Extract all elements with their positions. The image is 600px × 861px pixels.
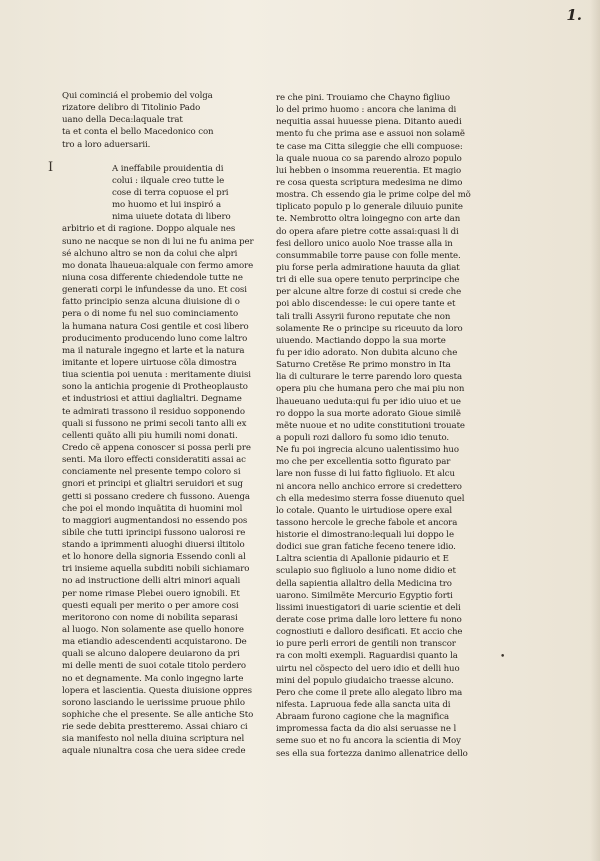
- text-line: historie el dimostrano:lequali lui doppo le: [276, 530, 454, 541]
- text-line: per alcune altre forze di costui si crede che: [276, 287, 462, 298]
- text-line: a populi rozi dalloro fu somo idio tenuto.: [276, 432, 450, 443]
- text-line: meritorono con nome di nobilita separasi: [62, 612, 238, 623]
- text-line: nima uiuete dotata di libero: [112, 212, 231, 223]
- text-line: derate cose prima dalle loro lettere fu nono: [276, 615, 462, 626]
- right-column-text: [276, 92, 490, 760]
- text-line: ta et conta el bello Macedonico con: [62, 127, 214, 138]
- text-line: rizatore delibro di Titolinio Pado: [62, 103, 201, 114]
- text-line: quali si fussono ne primi secoli tanto alli ex: [62, 418, 247, 429]
- text-line: suno ne nacque se non di lui ne fu anima per: [62, 236, 254, 247]
- text-line: to maggiori augmentandosi no essendo pos: [62, 515, 248, 526]
- text-line: mostra. Ch essendo gia le prime colpe del mõ: [276, 190, 471, 201]
- page-number: 1.: [566, 6, 582, 24]
- text-line: mi delle menti de suoi cotale titolo perdero: [62, 661, 246, 672]
- text-line: sia manifesto nol nella diuina scriptura nel: [62, 734, 245, 745]
- left-column: [62, 90, 276, 758]
- text-line: conciamente nel presente tempo coloro si: [62, 467, 241, 478]
- text-line: ni ancora nello anchico errore si credettero: [276, 481, 462, 492]
- text-line: tali tralli Assyrii furono reputate che non: [276, 311, 451, 322]
- text-line: A ineffabile prouidentia di: [112, 163, 224, 174]
- text-line: tiplicato populo p lo generale diluuio punite: [276, 202, 463, 213]
- text-line: lia di culturare le terre parendo loro questa: [276, 372, 463, 383]
- left-column-text: [62, 163, 276, 758]
- text-line: producimento producendo luno come laltro: [62, 333, 248, 344]
- text-line: mento fu che prima ase e assuoi non solamẽ: [276, 129, 465, 140]
- text-line: questi equali per merito o per amore cosi: [62, 600, 239, 611]
- text-line: nequitia assai huuesse piena. Ditanto auedi: [276, 117, 462, 128]
- text-line: cellenti quãto alli piu humili nomi donati.: [62, 430, 238, 441]
- text-line: fesi delloro unico auolo Noe trasse alla in: [276, 238, 453, 249]
- text-line: mẽte nuoue et no udite constitutioni trouate: [276, 420, 465, 431]
- text-line: sorono lasciando le uerissime pruoue philo: [62, 697, 245, 708]
- text-line: Abraam furono cagione che la magnifica: [276, 712, 449, 723]
- text-line: et industriosi et attiui daglialtri. Degname: [62, 394, 242, 405]
- text-line: io pure perli errori de gentili non transcor: [276, 639, 456, 650]
- margin-mark: •: [500, 652, 506, 662]
- text-line: sé alchuno altro se non da colui che alpri: [62, 248, 238, 259]
- text-line: pera o di nome fu nel suo cominciamento: [62, 309, 239, 320]
- text-line: te. Nembrotto oltra loingegno con arte dan: [276, 214, 461, 225]
- text-line: ma il naturale ingegno et larte et la natura: [62, 345, 245, 356]
- text-line: uiuendo. Mactiando doppo la sua morte: [276, 335, 446, 346]
- text-line: cose di terra copuose el pri: [112, 187, 229, 198]
- guide-letter: I: [48, 160, 54, 175]
- text-line: della sapientia allaltro della Medicina tro: [276, 578, 452, 589]
- text-line: senti. Ma iloro effecti consideratiti assai ac: [62, 455, 246, 466]
- text-line: tri insieme aquella subditi nobili sichiamaro: [62, 564, 250, 575]
- text-line: do opera afare pietre cotte assai:quasi li di: [276, 226, 459, 237]
- text-line: uarono. Similmẽte Mercurio Egyptio forti: [276, 590, 453, 601]
- text-line: tiua scientia poi uenuta : meritamente diuisi: [62, 370, 251, 381]
- text-line: consummabile torre pause con folle mente.: [276, 250, 461, 261]
- text-line: mo che per excellentia sotto figurato par: [276, 457, 451, 468]
- text-line: per nome rimase Plebei ouero ignobili. Et: [62, 588, 240, 599]
- text-line: Ne fu poi ingrecia alcuno ualentissimo huo: [276, 445, 459, 456]
- text-line: fatto principio senza alcuna diuisione di o: [62, 297, 240, 308]
- text-line: sibile che tutti iprincipi fussono ualorosi re: [62, 527, 246, 538]
- text-line: ra con molti exempli. Raguardisi quanto la: [276, 651, 458, 662]
- text-line: gnori et principi et glialtri seruidori et sug: [62, 479, 243, 490]
- text-line: sophiche che el presente. Se alle antiche Sto: [62, 710, 254, 721]
- text-line: mo donata lhaueua:alquale con fermo amore: [62, 260, 254, 271]
- text-line: sono la antichia progenie di Protheoplausto: [62, 382, 248, 393]
- text-line: lhaueuano ueduta:qui fu per idio uiuo et ue: [276, 396, 461, 407]
- text-line: re che pini. Trouiamo che Chayno figliuo: [276, 93, 450, 103]
- text-line: lo cotale. Quanto le uirtudiose opere exal: [276, 505, 453, 516]
- text-line: mini del populo giudaicho traesse alcuno.: [276, 675, 454, 686]
- text-line: ses ella sua fortezza danimo allenatrice dello: [276, 748, 468, 759]
- text-line: solamente Re o principe su riceuuto da loro: [276, 323, 463, 334]
- text-line: tro a loro aduersarii.: [62, 139, 151, 150]
- text-line: ma etiandio adescendenti acquistarono. De: [62, 637, 247, 648]
- text-line: seme suo et no fu ancora la scientia di Moy: [276, 736, 461, 747]
- chapter-heading: [62, 90, 276, 151]
- text-line: la humana natura Cosi gentile et cosi libero: [62, 321, 249, 332]
- text-line: fu per idio adorato. Non dubita alcuno che: [276, 347, 458, 358]
- text-line: rie sede debita prestteremo. Assai chiaro ci: [62, 722, 248, 733]
- text-line: no ad instructione delli altri minori aquali: [62, 576, 241, 587]
- text-line: tassono hercole le greche fabole et ancora: [276, 517, 458, 528]
- text-line: sculapio suo figliuolo a luno nome didio et: [276, 566, 456, 577]
- text-line: al luogo. Non solamente ase quello honore: [62, 625, 244, 636]
- text-line: colui : ilquale creo tutte le: [112, 175, 225, 186]
- text-line: lissimi inuestigatori di uarie scientie et deli: [276, 602, 461, 613]
- text-line: ch ella medesimo sterra fosse diuenuto quel: [276, 493, 465, 504]
- text-line: Saturno Cretẽse Re primo monstro in Ita: [276, 360, 451, 371]
- text-line: lui hebben o insomma reuerentia. Et magio: [276, 165, 462, 176]
- text-line: imitante et lopere uirtuose cõla dimostra: [62, 357, 237, 368]
- text-line: poi ablo discendesse: le cui opere tante et: [276, 299, 456, 310]
- text-line: Pero che come il prete allo alegato libro ma: [276, 687, 463, 698]
- text-line: Laltra scientia di Apallonie pidaurio et E: [276, 554, 449, 565]
- text-line: nifesta. Lapruoua fede alla sancta uita di: [276, 700, 451, 711]
- text-line: te case ma Citta sileggie che elli compuose:: [276, 141, 463, 152]
- text-line: stando a iprimmenti aluoghi diuersi iltitolo: [62, 540, 245, 551]
- text-line: piu forse perla admiratione hauuta da gliat: [276, 262, 460, 273]
- text-line: lopera et lascientia. Questa diuisione oppres: [62, 685, 252, 696]
- text-line: Credo cẽ appena conoscer si possa perli pre: [62, 442, 251, 453]
- text-line: mo huomo et lui inspiró a: [112, 200, 221, 211]
- text-line: lo del primo huomo : ancora che lanima di: [276, 105, 457, 116]
- page-edge: [590, 0, 600, 861]
- text-line: quali se alcuno dalopere deuiarono da pri: [62, 649, 240, 660]
- right-column: [276, 92, 490, 760]
- text-line: re cosa questa scriptura medesima ne dimo: [276, 177, 463, 188]
- text-line: et lo honore della signoria Essendo conli al: [62, 552, 246, 563]
- text-line: arbitrio et di ragione. Doppo alquale nes: [62, 224, 236, 235]
- text-line: niuna cosa differente chiedendole tutte ne: [62, 272, 243, 283]
- text-line: ro doppo la sua morte adorato Gioue similẽ: [276, 408, 461, 419]
- text-line: getti si possano credere ch fussono. Auenga: [62, 491, 250, 502]
- text-line: no et degnamente. Ma conlo ingegno larte: [62, 673, 244, 684]
- text-line: generati corpi le infundesse da uno. Et cosi: [62, 285, 247, 296]
- text-line: tri di elle sua opere tenuto perprincipe che: [276, 275, 460, 286]
- text-line: dodici sue gran fatiche feceno tenere idio.: [276, 542, 456, 553]
- text-line: impromessa facta da dio alsi seruasse ne l: [276, 724, 457, 735]
- text-line: la quale nuoua co sa parendo alrozo populo: [276, 153, 462, 164]
- text-line: cognostiuti e dalloro desificati. Et accio che: [276, 627, 463, 638]
- text-line: lare non fusse di lui fatto figliuolo. Et alcu: [276, 469, 455, 480]
- text-line: uano della Deca:laquale trat: [62, 115, 183, 126]
- text-line: aquale niunaltra cosa che uera sidee crede: [62, 746, 246, 757]
- text-line: te admirati trassono il residuo sopponendo: [62, 406, 245, 417]
- text-line: opera piu che humana pero che mai piu non: [276, 384, 465, 395]
- text-line: Qui cominciá el probemio del volga: [62, 91, 213, 101]
- text-line: uirtu nel cõspecto del uero idio et delli huo: [276, 663, 460, 674]
- text-line: che poi el mondo inquãtita di huomini mol: [62, 503, 243, 514]
